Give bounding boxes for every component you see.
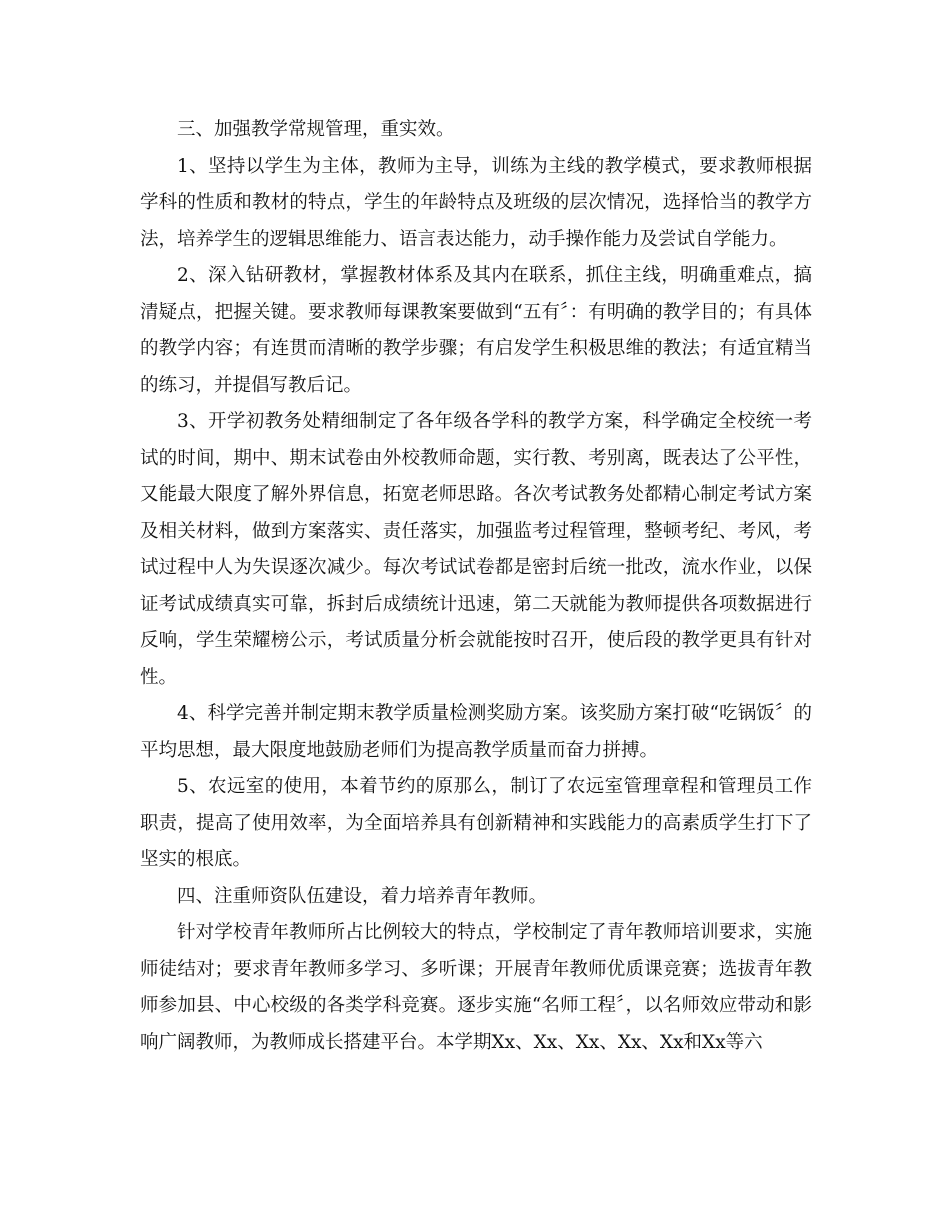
paragraph-item-4: 4、科学完善并制定期末教学质量检测奖励方案。该奖励方案打破“吃锅饭〞的平均思想，最大限度地鼓励老师们为提高教学质量而奋力拼搏。 [140, 703, 812, 761]
paragraph-teacher-training: 针对学校青年教师所占比例较大的特点，学校制定了青年教师培训要求，实施师徒结对；要求青年教师多学习、多听课；开展青年教师优质课竞赛；选拔青年教师参加县、中心校级的各类学科竞赛。逐步实施“名师工程〞，以名师效应带动和影响广阔教师，为教师成长搭建平台。本学期Xx、Xx、Xx、Xx、Xx和Xx等六 [140, 922, 812, 1053]
section-heading-4: 四、注重师资队伍建设，着力培养青年教师。 [177, 885, 548, 907]
paragraph-item-5: 5、农远室的使用，本着节约的原那么，制订了农远室管理章程和管理员工作职责，提高了使用效率，为全面培养具有创新精神和实践能力的高素质学生打下了坚实的根底。 [140, 776, 812, 870]
section-heading-3: 三、加强教学常规管理，重实效。 [177, 119, 455, 140]
paragraph-item-2: 2、深入钻研教材，掌握教材体系及其内在联系，抓住主线，明确重难点，搞清疑点，把握关键。要求教师每课教案要做到“五有〞：有明确的教学目的；有具体的教学内容；有连贯而清晰的教学步骤；有启发学生积极思维的教法；有适宜精当的练习，并提倡写教后记。 [140, 265, 812, 396]
paragraph-item-3: 3、开学初教务处精细制定了各年级各学科的教学方案，科学确定全校统一考试的时间，期中、期末试卷由外校教师命题，实行教、考别离，既表达了公平性，又能最大限度了解外界信息，拓宽老师思路。各次考试教务处都精心制定考试方案及相关材料，做到方案落实、责任落实，加强监考过程管理，整顿考纪、考风，考试过程中人为失误逐次减少。每次考试试卷都是密封后统一批改，流水作业，以保证考试成绩真实可靠，拆封后成绩统计迅速，第二天就能为教师提供各项数据进行反响，学生荣耀榜公示，考试质量分析会就能按时召开，使后段的教学更具有针对性。 [140, 411, 812, 688]
document-body [140, 112, 812, 1061]
paragraph-item-1: 1、坚持以学生为主体，教师为主导，训练为主线的教学模式，要求教师根据学科的性质和教材的特点，学生的年龄特点及班级的层次情况，选择恰当的教学方法，培养学生的逻辑思维能力、语言表达能力，动手操作能力及尝试自学能力。 [140, 155, 812, 250]
